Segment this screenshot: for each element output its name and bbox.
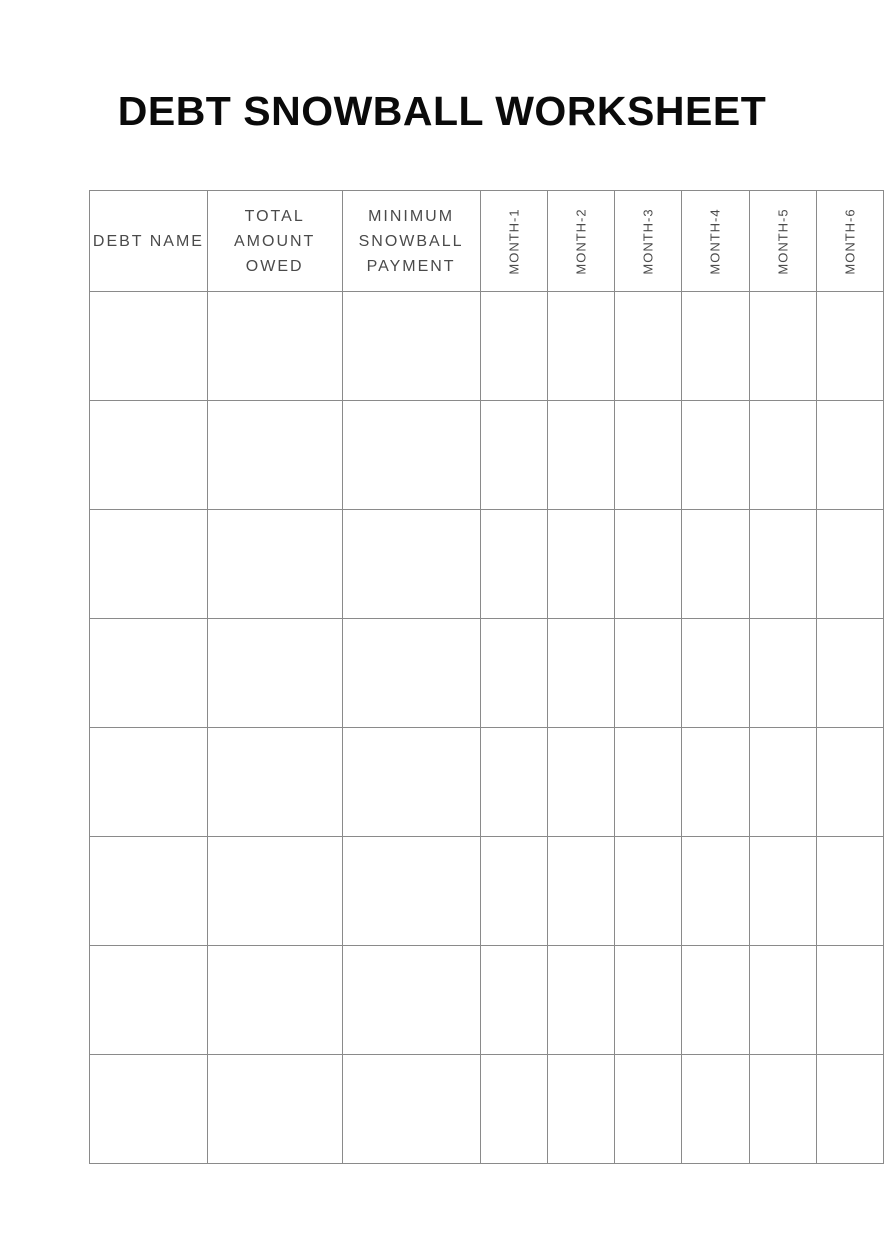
cell-month-2[interactable]	[547, 619, 614, 728]
cell-month-5[interactable]	[749, 946, 816, 1055]
cell-month-3[interactable]	[615, 619, 682, 728]
header-total-amount-owed	[207, 191, 342, 292]
header-month-6	[816, 191, 883, 292]
cell-month-6[interactable]	[816, 401, 883, 510]
cell-minimum-snowball-payment[interactable]	[342, 619, 480, 728]
cell-month-2[interactable]	[547, 292, 614, 401]
cell-debt-name[interactable]	[90, 510, 208, 619]
cell-month-1[interactable]	[480, 401, 547, 510]
cell-month-3[interactable]	[615, 510, 682, 619]
cell-minimum-snowball-payment[interactable]	[342, 401, 480, 510]
cell-month-5[interactable]	[749, 1055, 816, 1164]
cell-month-4[interactable]	[682, 510, 749, 619]
cell-month-6[interactable]	[816, 619, 883, 728]
cell-month-2[interactable]	[547, 510, 614, 619]
cell-month-3[interactable]	[615, 728, 682, 837]
cell-month-5[interactable]	[749, 292, 816, 401]
cell-month-5[interactable]	[749, 728, 816, 837]
cell-month-2[interactable]	[547, 728, 614, 837]
cell-month-1[interactable]	[480, 728, 547, 837]
table-row	[90, 946, 884, 1055]
header-month-2	[547, 191, 614, 292]
page-title: DEBT SNOWBALL WORKSHEET	[117, 88, 767, 134]
header-minimum-line-2: SNOWBALL	[358, 232, 464, 250]
cell-month-5[interactable]	[749, 510, 816, 619]
cell-month-2[interactable]	[547, 1055, 614, 1164]
cell-minimum-snowball-payment[interactable]	[342, 728, 480, 837]
cell-month-3[interactable]	[615, 837, 682, 946]
cell-month-4[interactable]	[682, 728, 749, 837]
cell-total-amount-owed[interactable]	[207, 510, 342, 619]
cell-debt-name[interactable]	[90, 619, 208, 728]
header-month-6-label: MONTH-6	[842, 207, 858, 275]
cell-month-2[interactable]	[547, 837, 614, 946]
cell-total-amount-owed[interactable]	[207, 946, 342, 1055]
header-minimum-line-3: PAYMENT	[366, 257, 456, 275]
cell-month-6[interactable]	[816, 510, 883, 619]
cell-month-5[interactable]	[749, 619, 816, 728]
header-month-5-label: MONTH-5	[775, 207, 791, 275]
table-row	[90, 401, 884, 510]
header-minimum-line-1: MINIMUM	[368, 207, 455, 225]
cell-month-6[interactable]	[816, 728, 883, 837]
cell-month-4[interactable]	[682, 1055, 749, 1164]
cell-month-1[interactable]	[480, 292, 547, 401]
header-total-line-1: TOTAL	[244, 207, 305, 225]
cell-month-6[interactable]	[816, 292, 883, 401]
debt-snowball-table	[89, 190, 884, 1164]
cell-minimum-snowball-payment[interactable]	[342, 1055, 480, 1164]
cell-month-2[interactable]	[547, 401, 614, 510]
header-minimum-snowball-payment	[342, 191, 480, 292]
cell-month-4[interactable]	[682, 837, 749, 946]
cell-minimum-snowball-payment[interactable]	[342, 510, 480, 619]
cell-month-4[interactable]	[682, 946, 749, 1055]
cell-total-amount-owed[interactable]	[207, 837, 342, 946]
cell-month-6[interactable]	[816, 1055, 883, 1164]
cell-month-1[interactable]	[480, 946, 547, 1055]
header-month-3-label: MONTH-3	[640, 207, 656, 275]
cell-debt-name[interactable]	[90, 1055, 208, 1164]
header-month-1-label: MONTH-1	[506, 207, 522, 275]
cell-month-5[interactable]	[749, 401, 816, 510]
cell-month-2[interactable]	[547, 946, 614, 1055]
header-month-1	[480, 191, 547, 292]
cell-debt-name[interactable]	[90, 292, 208, 401]
table-row	[90, 510, 884, 619]
header-month-2-label: MONTH-2	[573, 207, 589, 275]
table-row	[90, 728, 884, 837]
cell-minimum-snowball-payment[interactable]	[342, 946, 480, 1055]
cell-month-4[interactable]	[682, 292, 749, 401]
cell-month-3[interactable]	[615, 1055, 682, 1164]
cell-month-1[interactable]	[480, 619, 547, 728]
header-month-4	[682, 191, 749, 292]
header-total-line-3: OWED	[245, 257, 304, 275]
cell-debt-name[interactable]	[90, 401, 208, 510]
cell-minimum-snowball-payment[interactable]	[342, 292, 480, 401]
header-row	[90, 191, 884, 292]
cell-month-6[interactable]	[816, 837, 883, 946]
header-month-3	[615, 191, 682, 292]
cell-debt-name[interactable]	[90, 837, 208, 946]
cell-month-5[interactable]	[749, 837, 816, 946]
table-row	[90, 619, 884, 728]
cell-month-3[interactable]	[615, 401, 682, 510]
header-total-line-2: AMOUNT	[234, 232, 316, 250]
cell-total-amount-owed[interactable]	[207, 728, 342, 837]
cell-month-3[interactable]	[615, 946, 682, 1055]
cell-month-1[interactable]	[480, 510, 547, 619]
table-row	[90, 1055, 884, 1164]
cell-month-6[interactable]	[816, 946, 883, 1055]
header-debt-name	[90, 191, 208, 292]
cell-month-4[interactable]	[682, 401, 749, 510]
cell-month-1[interactable]	[480, 837, 547, 946]
header-month-5	[749, 191, 816, 292]
cell-total-amount-owed[interactable]	[207, 292, 342, 401]
cell-total-amount-owed[interactable]	[207, 619, 342, 728]
table-row	[90, 292, 884, 401]
cell-debt-name[interactable]	[90, 728, 208, 837]
header-debt-name-label: DEBT NAME	[92, 232, 204, 250]
table-body	[90, 292, 884, 1164]
table-row	[90, 837, 884, 946]
cell-total-amount-owed[interactable]	[207, 401, 342, 510]
cell-minimum-snowball-payment[interactable]	[342, 837, 480, 946]
cell-month-1[interactable]	[480, 1055, 547, 1164]
cell-debt-name[interactable]	[90, 946, 208, 1055]
header-month-4-label: MONTH-4	[707, 207, 723, 275]
cell-month-3[interactable]	[615, 292, 682, 401]
cell-month-4[interactable]	[682, 619, 749, 728]
cell-total-amount-owed[interactable]	[207, 1055, 342, 1164]
